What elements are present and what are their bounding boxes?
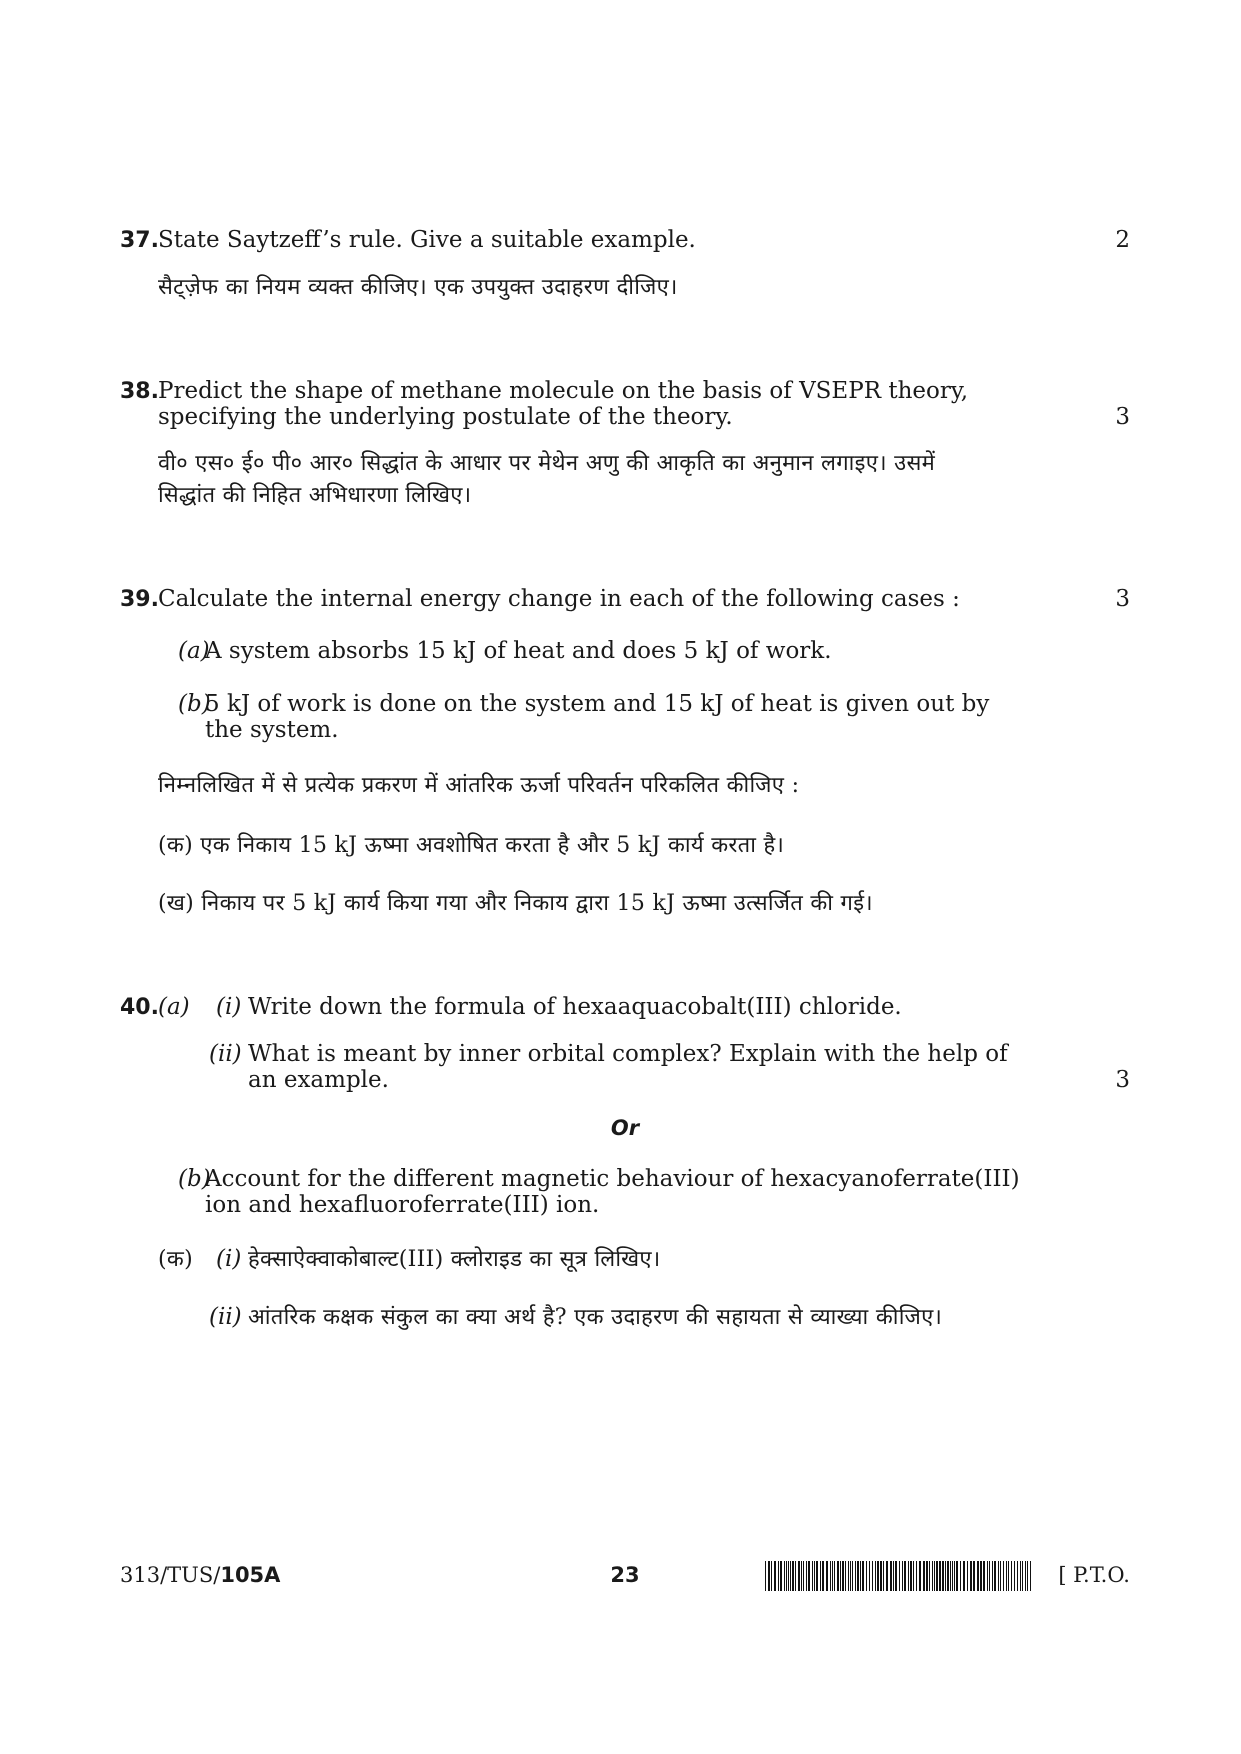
barcode-bar	[910, 1561, 912, 1591]
page-footer	[120, 1561, 1130, 1597]
barcode-bar	[852, 1561, 853, 1591]
barcode-bar	[855, 1561, 856, 1591]
part-kha-hi: (ख) निकाय पर 5 kJ कार्य किया गया और निकाय द्वारा 15 kJ ऊष्मा उत्सर्जित की गई।	[158, 891, 873, 916]
part-b-text-line2: ion and hexafluoroferrate(III) ion.	[205, 1192, 600, 1218]
barcode-bar	[812, 1561, 813, 1591]
barcode-bar	[1022, 1561, 1023, 1591]
question-number: 38.	[120, 379, 159, 404]
barcode-bar	[983, 1561, 985, 1591]
barcode-bar	[778, 1561, 779, 1591]
barcode-bar	[904, 1561, 906, 1591]
barcode-bar	[926, 1561, 928, 1591]
barcode-bar	[1030, 1561, 1031, 1591]
barcode-bar	[784, 1561, 785, 1591]
barcode-bar	[774, 1561, 776, 1591]
question-text-hi-line1: वी० एस० ई० पी० आर० सिद्धांत के आधार पर मेथेन अणु की आकृति का अनुमान लगाइए। उसमें	[158, 451, 936, 476]
barcode-bar	[820, 1561, 821, 1591]
barcode-bar	[950, 1561, 951, 1591]
barcode-bar	[806, 1561, 807, 1591]
barcode-bar	[973, 1561, 975, 1591]
barcode	[765, 1561, 1033, 1591]
barcode-bar	[875, 1561, 876, 1591]
question-text-hi: निम्नलिखित में से प्रत्येक प्रकरण में आंतरिक ऊर्जा परिवर्तन परिकलित कीजिए :	[158, 773, 800, 798]
barcode-bar	[967, 1561, 968, 1591]
question-number: 37.	[120, 228, 159, 253]
question-40	[120, 993, 1130, 1343]
barcode-bar	[954, 1561, 955, 1591]
part-b-label: (b)	[178, 1166, 211, 1192]
barcode-bar	[899, 1561, 900, 1591]
part-ka-hi: (क) एक निकाय 15 kJ ऊष्मा अवशोषित करता है और 5 kJ कार्य करता है।	[158, 833, 785, 858]
sub-i-text: Write down the formula of hexaaquacobalt(III) chloride.	[248, 994, 902, 1020]
sub-ii-text-line2: an example.	[248, 1067, 389, 1093]
part-ka-label: (क)	[158, 1247, 193, 1272]
barcode-bar	[803, 1561, 804, 1591]
part-b-text-line1: 5 kJ of work is done on the system and 15 kJ of heat is given out by	[205, 691, 990, 717]
barcode-bar	[956, 1561, 958, 1591]
barcode-bar	[908, 1561, 909, 1591]
barcode-bar	[801, 1561, 802, 1591]
hi-sub-i-text: हेक्साऐक्वाकोबाल्ट(III) क्लोराइड का सूत्र लिखिए।	[248, 1247, 661, 1272]
barcode-bar	[826, 1561, 828, 1591]
question-text-hi: सैट्ज़ेफ का नियम व्यक्त कीजिए। एक उपयुक्त उदाहरण दीजिए।	[158, 275, 678, 300]
question-text-en: State Saytzeff’s rule. Give a suitable example.	[158, 227, 696, 253]
question-number: 40.	[120, 995, 159, 1020]
barcode-bar	[790, 1561, 791, 1591]
part-b-text-line2: the system.	[205, 717, 339, 743]
question-38	[120, 377, 1130, 517]
part-a-label: (a)	[178, 638, 210, 664]
barcode-bar	[913, 1561, 914, 1591]
barcode-bar	[895, 1561, 897, 1591]
barcode-bar	[1000, 1561, 1001, 1591]
barcode-bar	[1011, 1561, 1012, 1591]
hi-sub-i-label: (i)	[216, 1246, 242, 1272]
barcode-bar	[860, 1561, 861, 1591]
barcode-bar	[929, 1561, 930, 1591]
barcode-bar	[816, 1561, 818, 1591]
barcode-bar	[963, 1561, 965, 1591]
barcode-bar	[1017, 1561, 1018, 1591]
sub-ii-text-line1: What is meant by inner orbital complex? Explain with the help of	[248, 1041, 1008, 1067]
barcode-bar	[992, 1561, 993, 1591]
barcode-bar	[947, 1561, 949, 1591]
page-number: 23	[610, 1563, 640, 1587]
barcode-bar	[1014, 1561, 1015, 1591]
barcode-bar	[788, 1561, 789, 1591]
barcode-bar	[952, 1561, 953, 1591]
barcode-bar	[850, 1561, 851, 1591]
barcode-bar	[987, 1561, 988, 1591]
question-text-en-line1: Predict the shape of methane molecule on the basis of VSEPR theory,	[158, 378, 969, 404]
question-39	[120, 585, 1130, 925]
barcode-bar	[1027, 1561, 1028, 1591]
barcode-bar	[857, 1561, 859, 1591]
paper-code-bold: 105A	[220, 1563, 281, 1587]
barcode-bar	[936, 1561, 938, 1591]
barcode-bar	[1003, 1561, 1004, 1591]
paper-code-prefix: 313/TUS/	[120, 1563, 221, 1587]
barcode-bar	[845, 1561, 846, 1591]
barcode-bar	[980, 1561, 982, 1591]
barcode-bar	[1020, 1561, 1021, 1591]
barcode-bar	[945, 1561, 946, 1591]
part-a-label: (a)	[158, 994, 190, 1020]
barcode-bar	[989, 1561, 990, 1591]
barcode-bar	[792, 1561, 794, 1591]
barcode-bar	[942, 1561, 944, 1591]
please-turn-over: [ P.T.O.	[1058, 1563, 1130, 1587]
barcode-bar	[798, 1561, 800, 1591]
barcode-bar	[890, 1561, 892, 1591]
part-a-text: A system absorbs 15 kJ of heat and does 5 kJ of work.	[205, 638, 832, 664]
barcode-bar	[970, 1561, 972, 1591]
marks: 3	[1115, 586, 1130, 612]
barcode-bar	[866, 1561, 867, 1591]
barcode-bar	[832, 1561, 833, 1591]
hi-sub-ii-text: आंतरिक कक्षक संकुल का क्या अर्थ है? एक उदाहरण की सहायता से व्याख्या कीजिए।	[248, 1305, 943, 1330]
marks: 3	[1115, 1067, 1130, 1093]
barcode-bar	[768, 1561, 770, 1591]
barcode-bar	[780, 1561, 782, 1591]
barcode-bar	[939, 1561, 941, 1591]
barcode-bar	[830, 1561, 831, 1591]
barcode-bar	[795, 1561, 796, 1591]
question-number: 39.	[120, 587, 159, 612]
barcode-bar	[893, 1561, 894, 1591]
barcode-bar	[848, 1561, 849, 1591]
barcode-bar	[822, 1561, 824, 1591]
barcode-bar	[960, 1561, 961, 1591]
barcode-bar	[880, 1561, 882, 1591]
sub-ii-label: (ii)	[209, 1041, 242, 1067]
barcode-bar	[877, 1561, 879, 1591]
barcode-bar	[771, 1561, 772, 1591]
barcode-bar	[883, 1561, 884, 1591]
marks: 2	[1115, 227, 1130, 253]
barcode-bar	[932, 1561, 933, 1591]
barcode-bar	[808, 1561, 810, 1591]
barcode-bar	[934, 1561, 935, 1591]
barcode-bar	[862, 1561, 864, 1591]
barcode-bar	[998, 1561, 999, 1591]
barcode-bar	[786, 1561, 787, 1591]
barcode-bar	[902, 1561, 903, 1591]
barcode-bar	[1008, 1561, 1009, 1591]
part-b-label: (b)	[178, 691, 211, 717]
part-b-text-line1: Account for the different magnetic behaviour of hexacyanoferrate(III)	[205, 1166, 1020, 1192]
barcode-bar	[842, 1561, 844, 1591]
sub-i-label: (i)	[216, 994, 242, 1020]
question-text-en: Calculate the internal energy change in each of the following cases :	[158, 586, 960, 612]
barcode-bar	[765, 1561, 766, 1591]
barcode-bar	[1006, 1561, 1007, 1591]
barcode-bar	[994, 1561, 996, 1591]
question-text-en-line2: specifying the underlying postulate of the theory.	[158, 404, 733, 430]
barcode-bar	[886, 1561, 888, 1591]
barcode-bar	[923, 1561, 925, 1591]
barcode-bar	[840, 1561, 841, 1591]
hi-sub-ii-label: (ii)	[209, 1304, 242, 1330]
marks: 3	[1115, 404, 1130, 430]
barcode-bar	[919, 1561, 921, 1591]
barcode-bar	[869, 1561, 870, 1591]
or-separator: Or	[610, 1116, 640, 1140]
barcode-bar	[834, 1561, 835, 1591]
barcode-bar	[1025, 1561, 1026, 1591]
barcode-bar	[977, 1561, 979, 1591]
question-37	[120, 226, 1130, 306]
barcode-bar	[837, 1561, 839, 1591]
question-text-hi-line2: सिद्धांत की निहित अभिधारणा लिखिए।	[158, 483, 472, 508]
barcode-bar	[814, 1561, 815, 1591]
barcode-bar	[916, 1561, 917, 1591]
barcode-bar	[872, 1561, 873, 1591]
